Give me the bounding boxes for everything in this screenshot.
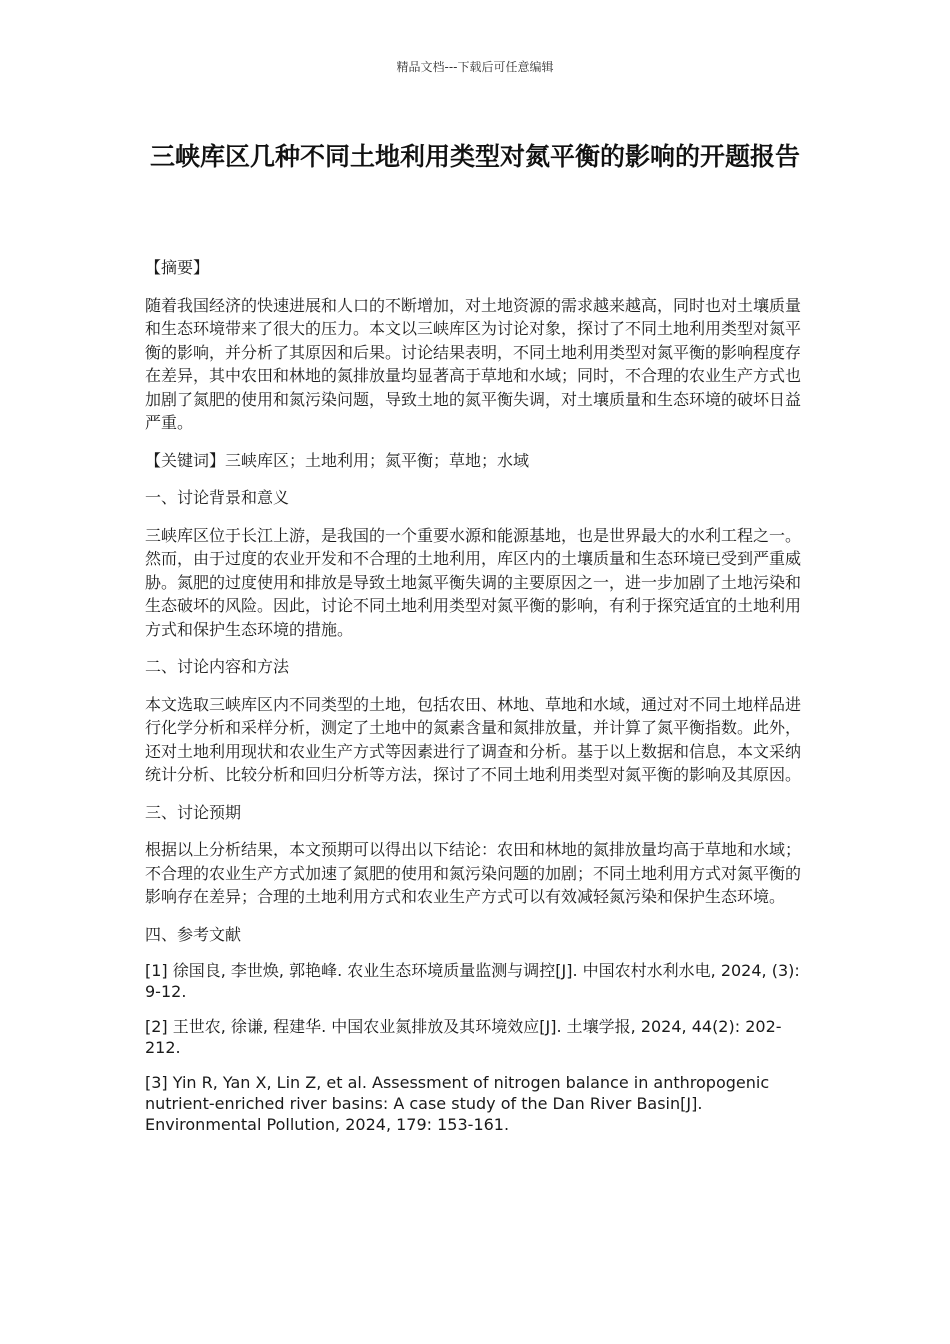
section-text-background: 三峡库区位于长江上游，是我国的一个重要水源和能源基地，也是世界最大的水利工程之一。然而，由于过度的农业开发和不合理的土地利用，库区内的土壤质量和生态环境已受到严重威胁。氮肥的过度使用和排放是导致土地氮平衡失调的主要原因之一，进一步加剧了土地污染和生态破坏的风险。因此，讨论不同土地利用类型对氮平衡的影响，有利于探究适宜的土地利用方式和保护生态环境的措施。 [145,525,802,639]
header-note: 精品文档---下载后可任意编辑 [396,60,554,74]
section-heading-methods: 二、讨论内容和方法 [145,657,290,676]
reference-item: [3] Yin R, Yan X, Lin Z, et al. Assessment of nitrogen balance in anthropogenic nutrient-enriched river basins: A case study of the Dan River Basin[J]. Environmental Pollution, 2024, 179: 153-161. [145,1073,770,1134]
document-body [145,256,803,1149]
document-title: 三峡库区几种不同土地利用类型对氮平衡的影响的开题报告 [149,142,800,171]
reference-item: [1] 徐国良, 李世焕, 郭艳峰. 农业生态环境质量监测与调控[J]. 中国农村水利水电, 2024, (3): 9-12. [145,961,800,1001]
abstract-text: 随着我国经济的快速进展和人口的不断增加，对土地资源的需求越来越高，同时也对土壤质量和生态环境带来了很大的压力。本文以三峡库区为讨论对象，探讨了不同土地利用类型对氮平衡的影响，并分析了其原因和后果。讨论结果表明，不同土地利用类型对氮平衡的影响程度存在差异，其中农田和林地的氮排放量均显著高于草地和水域；同时，不合理的农业生产方式也加剧了氮肥的使用和氮污染问题，导致土地的氮平衡失调，对土壤质量和生态环境的破坏日益严重。 [145,295,802,432]
reference-item: [2] 王世农, 徐谦, 程建华. 中国农业氮排放及其环境效应[J]. 土壤学报, 2024, 44(2): 202-212. [145,1017,782,1057]
section-text-methods: 本文选取三峡库区内不同类型的土地，包括农田、林地、草地和水域，通过对不同土地样品进行化学分析和采样分析，测定了土地中的氮素含量和氮排放量，并计算了氮平衡指数。此外，还对土地利用现状和农业生产方式等因素进行了调查和分析。基于以上数据和信息，本文采纳统计分析、比较分析和回归分析等方法，探讨了不同土地利用类型对氮平衡的影响及其原因。 [145,694,802,784]
section-heading-background: 一、讨论背景和意义 [145,488,290,507]
section-text-expectations: 根据以上分析结果，本文预期可以得出以下结论：农田和林地的氮排放量均高于草地和水域；不合理的农业生产方式加速了氮肥的使用和氮污染问题的加剧；不同土地利用方式对氮平衡的影响存在差异；合理的土地利用方式和农业生产方式可以有效减轻氮污染和保护生态环境。 [145,840,802,906]
keywords: 【关键词】三峡库区；土地利用；氮平衡；草地；水域 [145,450,530,470]
references-heading: 四、参考文献 [145,924,242,944]
section-heading-expectations: 三、讨论预期 [145,802,242,822]
abstract-label: 【摘要】 [145,258,210,277]
